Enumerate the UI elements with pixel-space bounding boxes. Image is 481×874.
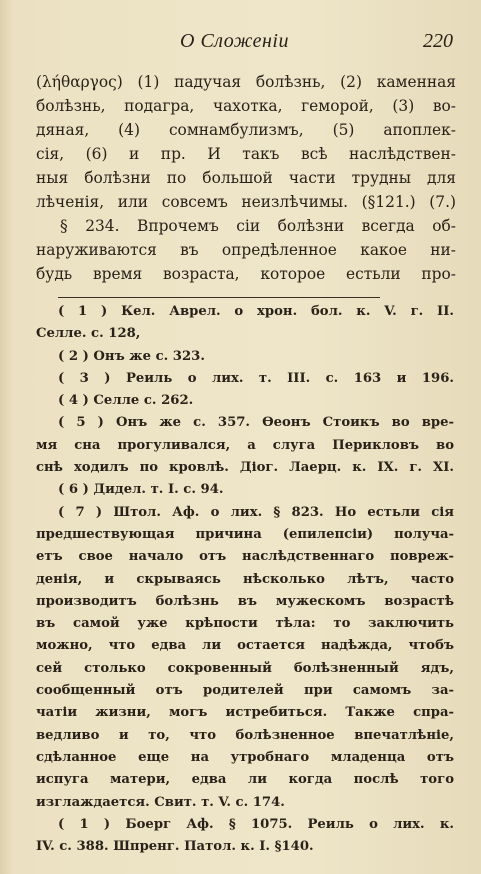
footnote-line: ( 2 ) Онъ же с. 323. <box>58 348 205 364</box>
footnote-line: ( 6 ) Дидел. т. I. с. 94. <box>58 482 224 498</box>
footnote-divider <box>58 297 380 298</box>
footnote-line: Селле. с. 128, <box>36 326 141 342</box>
footnote-line: ( 4 ) Селле с. 262. <box>58 393 194 409</box>
footnote-line: ( 1 ) Кел. Аврел. о хрон. бол. к. V. г. II. <box>58 304 454 319</box>
footnote-line: въ самой уже крѣпости тѣла: то заключить <box>36 616 454 632</box>
body-line: будь время возраста, которое естьли про- <box>36 265 456 283</box>
footnote-line: етъ свое начало отъ наслѣдственнаго повреж- <box>36 549 454 565</box>
footnote-line: сей столько сокровенный болѣзненный ядъ, <box>36 660 454 676</box>
main-text <box>36 70 456 286</box>
footnote-line: IV. с. 388. Шпренг. Патол. к. I. §140. <box>36 839 314 855</box>
footnote-line: ( 5 ) Онъ же с. 357. Ѳеонъ Стоикъ во вре- <box>58 415 454 431</box>
footnote-line: ( 7 ) Штол. Аф. о лих. § 823. Но естьли сія <box>58 504 454 520</box>
page-number: 220 <box>423 30 453 52</box>
footnote-line: испуга матери, едва ли когда послѣ того <box>36 772 454 788</box>
footnote-line: денія, и скрываясь нѣсколько лѣтъ, часто <box>36 571 454 587</box>
body-line: § 234. Впрочемъ сіи болѣзни всегда об- <box>60 217 456 235</box>
page-header <box>30 30 457 54</box>
body-line: ныя болѣзни по большой части трудны для <box>36 169 456 187</box>
footnote-line: ведливо и то, что болѣзненное впечатлѣніе, <box>36 727 454 743</box>
body-line: дяная, (4) сомнамбулизмъ, (5) апоплек- <box>36 121 456 139</box>
footnote-line: снѣ ходилъ по кровлѣ. Діог. Лаерц. к. IX. г. XI. <box>36 460 454 476</box>
footnote-line: предшествующая причина (епилепсіи) получа- <box>36 526 454 542</box>
footnote-line: мя сна прогуливался, а слуга Перикловъ во <box>36 437 454 453</box>
body-line: наруживаются въ опредѣленное какое ни- <box>36 241 456 259</box>
body-line: лѣченія, или совсемъ неизлѣчимы. (§121.) (7.) <box>36 193 456 211</box>
footnote-line: чатіи жизни, могъ истребиться. Также спра- <box>36 705 454 721</box>
footnote-line: ( 3 ) Реиль о лих. т. III. с. 163 и 196. <box>58 370 454 386</box>
body-line: болѣзнь, подагра, чахотка, геморой, (3) во- <box>36 97 456 115</box>
footnote-line: можно, что едва ли остается надѣжда, чтобъ <box>36 638 454 654</box>
footnote-line: производитъ болѣзнь въ мужескомъ возрастѣ <box>36 593 454 609</box>
running-title: О Сложеніи <box>180 30 289 52</box>
footnotes <box>36 301 454 858</box>
footnote-line: ( 1 ) Боерг Аф. § 1075. Реиль о лих. к. <box>58 816 454 832</box>
footnote-line: изглаждается. Свит. т. V. с. 174. <box>36 794 285 810</box>
body-line: сія, (6) и пр. И такъ всѣ наслѣдствен- <box>36 145 456 163</box>
body-line: (λήθαργος) (1) падучая болѣзнь, (2) каменная <box>36 73 456 91</box>
footnote-line: сообщенный отъ родителей при самомъ за- <box>36 683 454 699</box>
footnote-line: сдѣланное еще на утробнаго младенца отъ <box>36 749 454 765</box>
